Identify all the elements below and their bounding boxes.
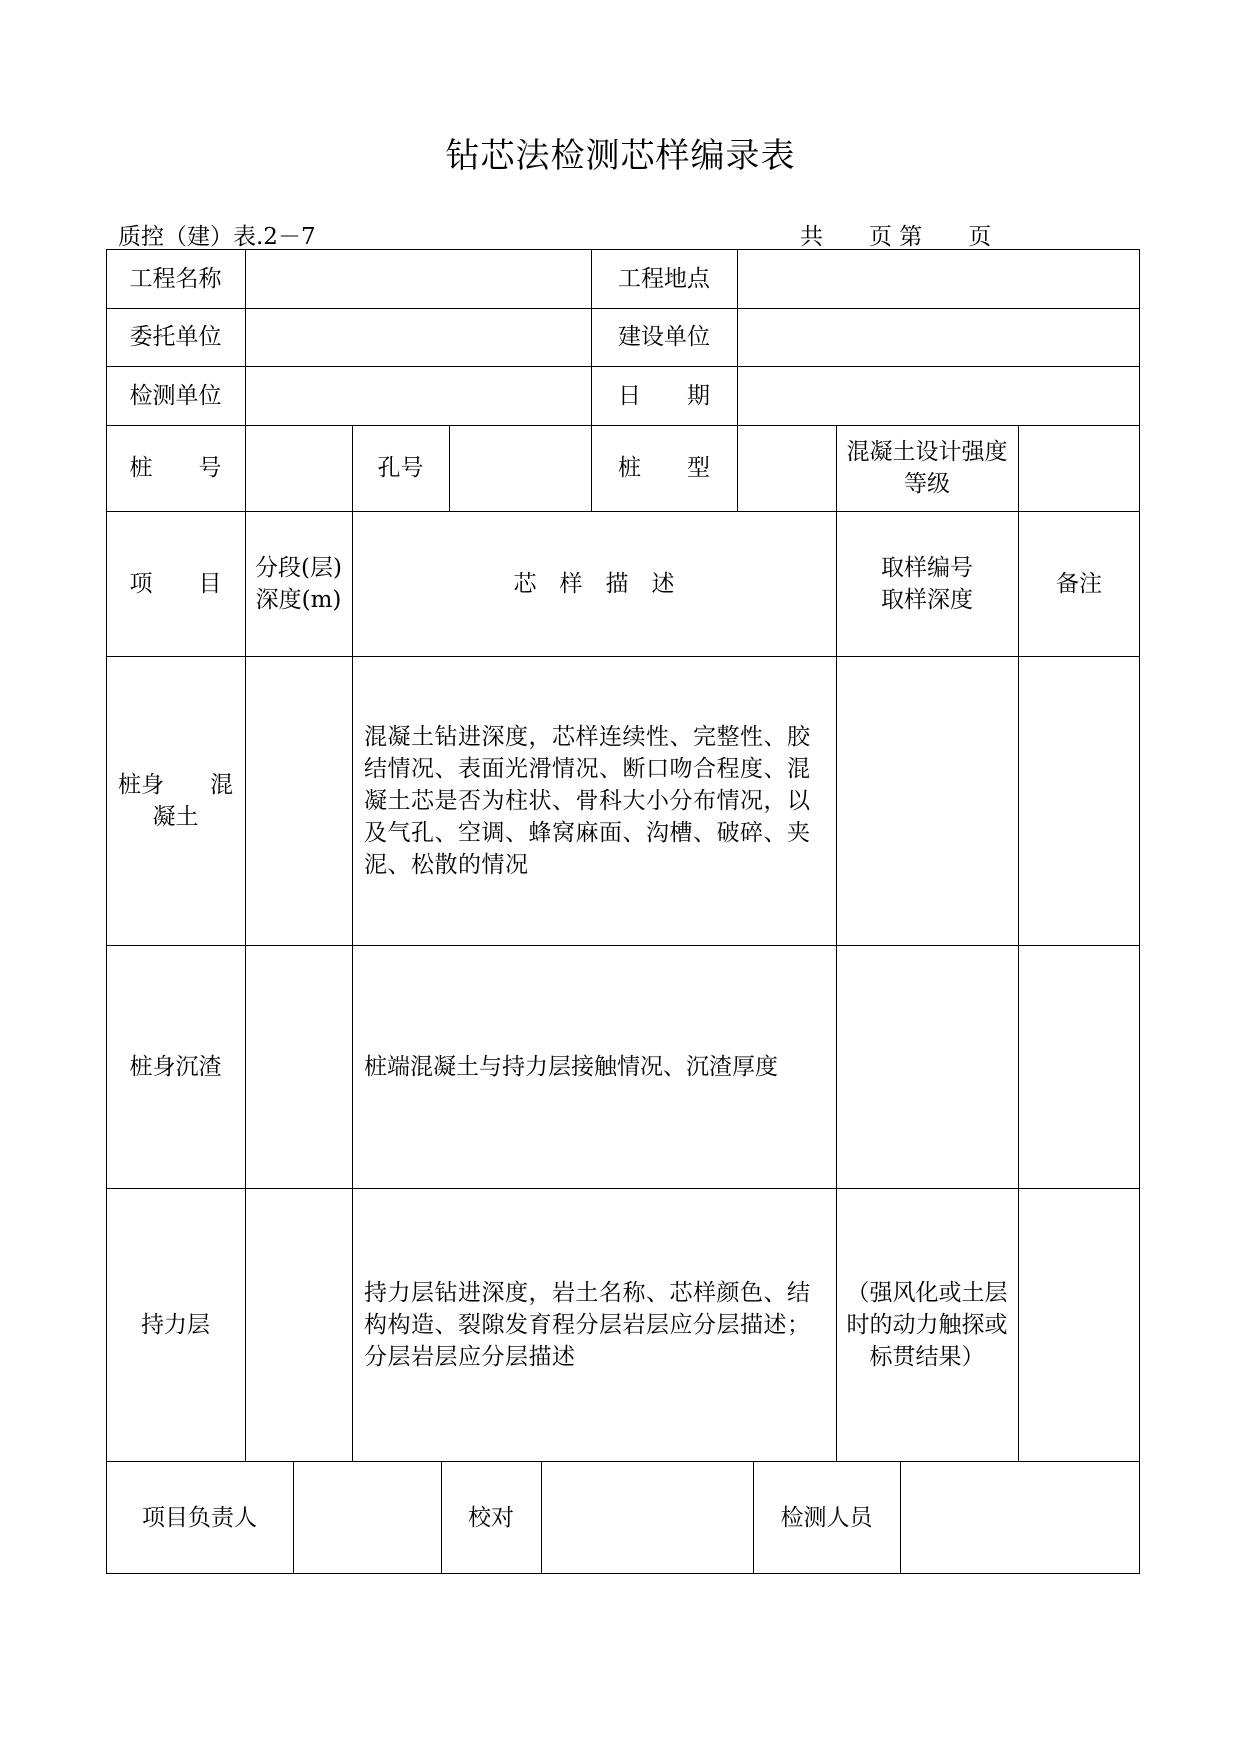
client-field[interactable] [245, 308, 591, 366]
row-sediment-depth[interactable] [245, 945, 352, 1188]
row-sediment-item: 桩身沉渣 [129, 1053, 222, 1080]
manager-label: 项目负责人 [142, 1504, 257, 1531]
row-concrete-remark[interactable] [1018, 656, 1140, 945]
inspector-field[interactable] [900, 1461, 1140, 1574]
date-label: 日 期 [618, 382, 710, 409]
tester-field[interactable] [245, 366, 591, 425]
row-concrete-item: 桩身 混凝土 [118, 771, 233, 830]
row-concrete-description: 混凝土钻进深度，芯样连续性、完整性、胶结情况、表面光滑情况、断口吻合程度、混凝土芯是否为柱状、骨科大小分布情况，以及气孔、空调、蜂窝麻面、沟槽、破碎、夹泥、松散的情况 [364, 723, 811, 878]
builder-field[interactable] [737, 308, 1140, 366]
date-field[interactable] [737, 366, 1140, 425]
project-site-label: 工程地点 [618, 265, 710, 292]
checker-field[interactable] [541, 1461, 753, 1574]
header-description: 芯 样 描 述 [513, 570, 675, 597]
tester-label: 检测单位 [129, 382, 222, 409]
pile-type-field[interactable] [737, 425, 836, 511]
pile-no-label: 桩 号 [129, 455, 222, 481]
row-sediment-sample[interactable] [836, 945, 1018, 1188]
header-depth: 分段(层)深度(m) [255, 554, 342, 613]
inspector-label: 检测人员 [780, 1504, 873, 1531]
manager-field[interactable] [293, 1461, 441, 1574]
row-bearing-depth[interactable] [245, 1188, 352, 1461]
document-title: 钻芯法检测芯样编录表 [445, 136, 796, 176]
client-label: 委托单位 [129, 324, 222, 350]
project-site-field[interactable] [737, 249, 1140, 308]
row-sediment-description: 桩端混凝土与持力层接触情况、沉渣厚度 [364, 1053, 778, 1080]
row-bearing-remark[interactable] [1018, 1188, 1140, 1461]
pile-no-field[interactable] [245, 425, 352, 511]
header-item: 项 目 [129, 570, 222, 597]
form-number: 质控（建）表.2－7 [118, 224, 316, 250]
concrete-grade-field[interactable] [1018, 425, 1140, 511]
row-bearing-sample: （强风化或土层时的动力触探或标贯结果） [846, 1279, 1008, 1370]
hole-no-field[interactable] [449, 425, 591, 511]
project-name-field[interactable] [245, 249, 591, 308]
concrete-grade-label: 混凝土设计强度等级 [846, 439, 1008, 497]
builder-label: 建设单位 [618, 324, 710, 350]
page-counter: 共 页 第 页 [800, 224, 992, 250]
pile-type-label: 桩 型 [618, 455, 710, 481]
row-concrete-depth[interactable] [245, 656, 352, 945]
header-remark: 备注 [1056, 570, 1102, 597]
header-sample: 取样编号 取样深度 [881, 554, 973, 613]
row-sediment-remark[interactable] [1018, 945, 1140, 1188]
row-concrete-sample[interactable] [836, 656, 1018, 945]
project-name-label: 工程名称 [129, 265, 222, 292]
checker-label: 校对 [468, 1504, 514, 1531]
row-bearing-item: 持力层 [141, 1311, 210, 1338]
hole-no-label: 孔号 [377, 455, 424, 481]
row-bearing-description: 持力层钻进深度，岩土名称、芯样颜色、结构构造、裂隙发育程分层岩层应分层描述；分层岩层应分层描述 [364, 1279, 811, 1370]
